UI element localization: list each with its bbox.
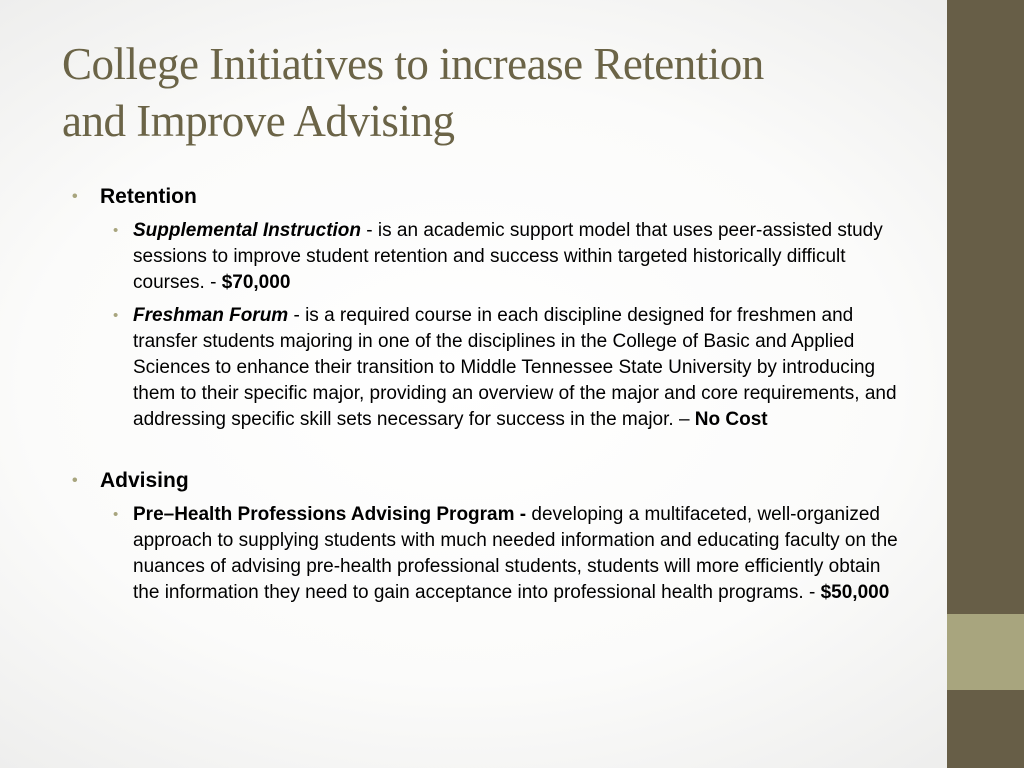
item-description: - is an academic support model that uses peer-assisted study sessions to improve student retention and success within targeted historically difficult courses. - bbox=[133, 220, 883, 293]
bullet-icon: • bbox=[113, 307, 119, 324]
list-item-supplemental-instruction bbox=[105, 218, 902, 296]
item-cost: $70,000 bbox=[221, 272, 291, 293]
section-advising bbox=[72, 467, 902, 495]
bullet-icon: • bbox=[72, 188, 78, 205]
list-item-freshman-forum bbox=[105, 303, 902, 433]
item-description: developing a multifaceted, well-organized approach to supplying students with much needed information and educating faculty on the nuances of advising pre-health professional students, students will more efficiently obtain the information they need to gain acceptance into professional health programs. - bbox=[133, 504, 898, 603]
slide-body bbox=[72, 183, 902, 606]
item-name: Pre–Health Professions Advising Program - bbox=[133, 504, 532, 525]
item-name: Freshman Forum bbox=[133, 305, 289, 326]
item-name: Supplemental Instruction bbox=[133, 220, 362, 241]
bullet-icon: • bbox=[72, 472, 78, 489]
slide-title-line-1: College Initiatives to increase Retention bbox=[62, 39, 764, 89]
list-item-pre-health-advising bbox=[105, 502, 902, 606]
slide-title bbox=[62, 36, 922, 150]
section-retention bbox=[72, 183, 902, 211]
item-description: - is a required course in each discipline designed for freshmen and transfer students majoring in one of the disciplines in the College of Basic and Applied Sciences to enhance their transition to Middle Tennessee State University by introducing them to their specific major, providing an overview of the major and core requirements, and addressing specific skill sets necessary for success in the major. – bbox=[133, 305, 897, 430]
bullet-icon: • bbox=[113, 222, 119, 239]
slide-title-line-2: and Improve Advising bbox=[62, 96, 455, 146]
item-cost: No Cost bbox=[694, 409, 768, 430]
spacer bbox=[72, 433, 902, 467]
section-heading: Retention bbox=[100, 185, 197, 208]
section-heading: Advising bbox=[100, 469, 189, 492]
item-cost: $50,000 bbox=[820, 582, 890, 603]
bullet-icon: • bbox=[113, 506, 119, 523]
decorative-sidebar-accent bbox=[947, 614, 1024, 690]
